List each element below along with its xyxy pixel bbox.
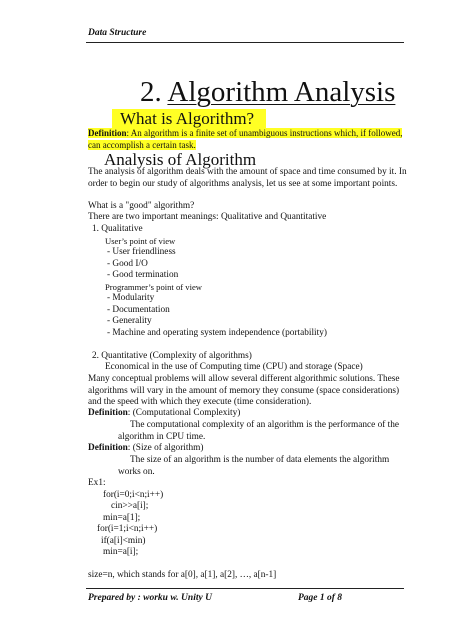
footer-rule: [86, 588, 404, 589]
computational-complexity-text: The computational complexity of an algorithm is the performance of the algorithm in CPU time.: [118, 420, 400, 442]
definition-label: Definition: [88, 443, 128, 453]
qualitative-item: 1. Qualitative: [92, 224, 143, 234]
definition-text: : An algorithm is a finite set of unambiguous instructions which, if followed, can accomplish a certain task.: [88, 128, 403, 150]
size-definition-line: size=n, which stands for a[0], a[1], a[2], …, a[n-1]: [88, 570, 277, 580]
code-line: if(a[i]<min): [101, 536, 146, 546]
list-item: - User friendliness: [107, 247, 176, 257]
code-line: cin>>a[i];: [111, 501, 149, 511]
definition-heading: : (Computational Complexity): [127, 408, 241, 418]
definition-computational-complexity: [88, 408, 240, 420]
chapter-title-text: Algorithm Analysis: [167, 76, 396, 108]
footer-page-number: Page 1 of 8: [298, 593, 343, 603]
good-algorithm-question: What is a "good" algorithm?: [88, 201, 195, 211]
code-line: min=a[1];: [103, 513, 141, 523]
code-line: for(i=0;i<n;i++): [103, 490, 164, 500]
header-rule: [86, 42, 404, 43]
chapter-number: 2.: [140, 76, 162, 108]
list-item: - Modularity: [107, 293, 155, 303]
quantitative-subline: Economical in the use of Computing time (CPU) and storage (Space): [105, 362, 363, 372]
two-meanings-line: There are two important meanings: Qualitative and Quantitative: [88, 212, 327, 222]
users-point-of-view: User’s point of view: [105, 236, 176, 246]
quantitative-item: 2. Quantitative (Complexity of algorithms): [92, 351, 252, 361]
code-line: min=a[i];: [103, 547, 139, 557]
programmers-point-of-view: Programmer’s point of view: [105, 282, 202, 292]
list-item: - Good termination: [107, 270, 179, 280]
chapter-title: [140, 76, 395, 109]
list-item: - Documentation: [107, 305, 170, 315]
algorithm-solutions-paragraph: Many conceptual problems will allow several different algorithmic solutions. These algorithms will vary in the amount of memory they consume (space considerations) and the speed with which they execute (time consideration).: [88, 374, 400, 408]
list-item: - Generality: [107, 316, 152, 326]
definition-label: Definition: [88, 128, 127, 138]
definition-heading: : (Size of algorithm): [127, 443, 204, 453]
algorithm-definition: [88, 128, 408, 151]
example-label: Ex1:: [88, 478, 106, 488]
section-heading-analysis: Analysis of Algorithm: [104, 150, 257, 169]
list-item: - Good I/O: [107, 259, 148, 269]
section-heading-what-is-algorithm: What is Algorithm?: [112, 109, 266, 129]
analysis-paragraph: The analysis of algorithm deals with the amount of space and time consumed by it. In order to begin our study of algorithms analysis, let us see at some important points.: [88, 167, 407, 189]
size-of-algorithm-text: The size of an algorithm is the number of data elements the algorithm works on.: [118, 455, 390, 477]
footer-prepared-by: Prepared by : worku w. Unity U: [88, 593, 212, 603]
code-line: for(i=1;i<n;i++): [97, 524, 158, 534]
definition-size-of-algorithm: [88, 443, 203, 455]
definition-label: Definition: [88, 408, 128, 418]
list-item: - Machine and operating system independence (portability): [107, 328, 327, 338]
running-header: Data Structure: [88, 28, 147, 38]
